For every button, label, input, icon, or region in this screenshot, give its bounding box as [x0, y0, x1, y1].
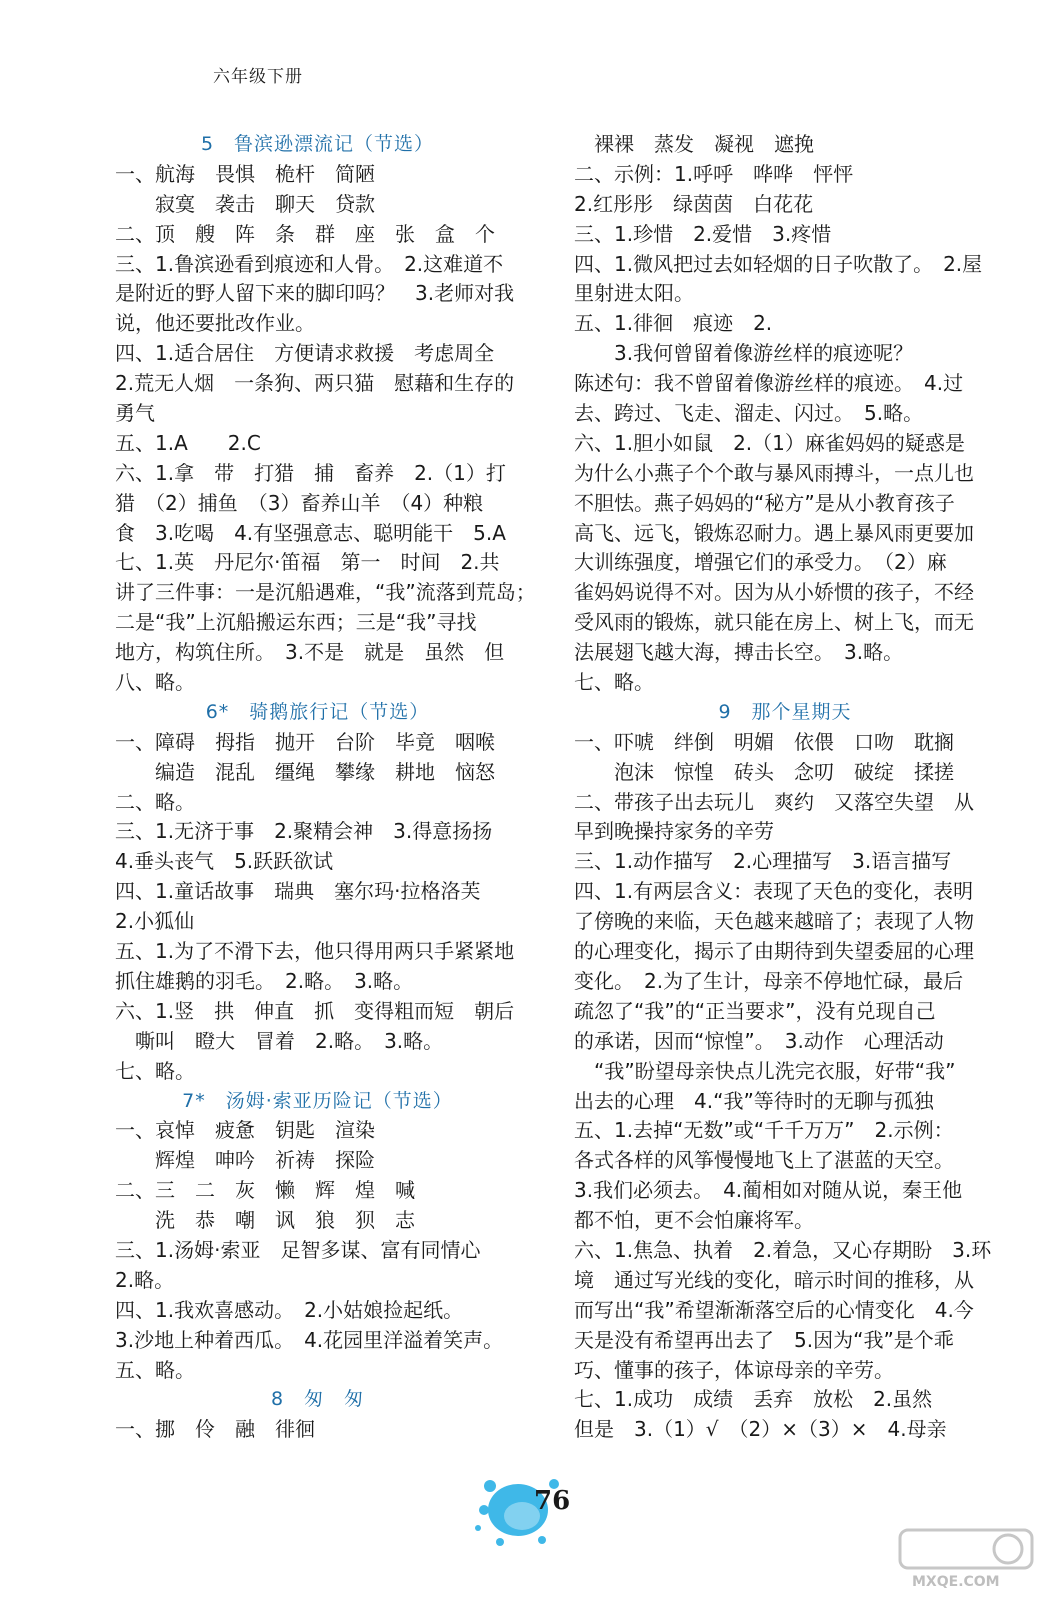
section-title: 8 匆 匆 [270, 1388, 365, 1411]
answer-line: 八、略。 [115, 670, 195, 695]
answer-line: 受风雨的锻炼，就只能在房上、树上飞，而无 [574, 610, 974, 635]
answer-line: 洗 恭 嘲 讽 狼 狈 志 [115, 1208, 415, 1233]
answer-line: 泡沫 惊惶 砖头 念叨 破绽 揉搓 [574, 759, 954, 784]
answer-line: 的承诺，因而“惊惶”。 3.动作 心理活动 [574, 1028, 944, 1053]
answer-line: 大训练强度，增强它们的承受力。 （2）麻 [574, 550, 947, 575]
answer-line: 二、示例：1.呼呼 哗哗 怦怦 [574, 161, 854, 186]
answer-line: 了傍晚的来临，天色越来越暗了；表现了人物 [574, 909, 974, 934]
answer-line: 二、略。 [115, 789, 195, 814]
answer-line: 而写出“我”希望渐渐落空后的心情变化 4.今 [574, 1297, 974, 1322]
answer-line: 六、1.焦急、执着 2.着急，又心存期盼 3.环 [574, 1237, 992, 1262]
answer-line: 陈述句：我不曾留着像游丝样的痕迹。 4.过 [574, 371, 964, 396]
grade-header: 六年级下册 [213, 67, 303, 87]
answer-line: 猎 （2）捕鱼 （3）畜养山羊 （4）种粮 [115, 490, 484, 515]
watermark-logo [896, 1526, 1036, 1592]
left-answer-column [115, 130, 540, 1445]
answer-line: 一、挪 伶 融 徘徊 [115, 1417, 315, 1442]
answer-line: 一、吓唬 绊倒 明媚 依偎 口吻 耽搁 [574, 729, 954, 754]
answer-line: 七、1.成功 成绩 丢弃 放松 2.虽然 [574, 1387, 933, 1412]
section-title: 6* 骑鹅旅行记（节选） [205, 700, 430, 723]
answer-line: 七、1.英 丹尼尔·笛福 第一 时间 2.共 [115, 550, 500, 575]
page-number-badge [470, 1470, 590, 1550]
answer-line: 出去的心理 4.“我”等待时的无聊与孤独 [574, 1088, 934, 1113]
answer-line: 天是没有希望再出去了 5.因为“我”是个乖 [574, 1327, 954, 1352]
answer-line: 六、1.拿 带 打猎 捕 畜养 2.（1）打 [115, 460, 506, 485]
answer-line: 嘶叫 瞪大 冒着 2.略。 3.略。 [115, 1028, 444, 1053]
answer-line: 高飞、远飞，锻炼忍耐力。遇上暴风雨更要加 [574, 520, 974, 545]
answer-line: 辉煌 呻吟 祈祷 探险 [115, 1148, 375, 1173]
answer-line: 地方，构筑住所。 3.不是 就是 虽然 但 [115, 640, 505, 665]
answer-line: 一、哀悼 疲惫 钥匙 渲染 [115, 1118, 375, 1143]
answer-line: 3.我何曾留着像游丝样的痕迹呢？ [574, 341, 914, 366]
answer-line: 说，他还要批改作业。 [115, 311, 315, 336]
answer-line: 巧、懂事的孩子，体谅母亲的辛劳。 [574, 1357, 894, 1382]
answer-line: 四、1.我欢喜感动。 2.小姑娘捡起纸。 [115, 1297, 464, 1322]
answer-line: 裸裸 蒸发 凝视 遮挽 [574, 132, 814, 156]
section-title: 9 那个星期天 [718, 700, 852, 723]
answer-line: 雀妈妈说得不对。因为从小娇惯的孩子，不经 [574, 580, 974, 605]
answer-line: 去、跨过、飞走、溜走、闪过。 5.略。 [574, 401, 924, 426]
answer-line: 的心理变化，揭示了由期待到失望委屈的心理 [574, 939, 974, 964]
answer-line: 抓住雄鹅的羽毛。 2.略。 3.略。 [115, 968, 414, 993]
answer-line: 二、顶 艘 阵 条 群 座 张 盒 个 [115, 221, 495, 246]
answer-line: 早到晚操持家务的辛劳 [574, 819, 774, 844]
answer-line: 2.红彤彤 绿茵茵 白花花 [574, 191, 814, 216]
answer-line: 疏忽了“我”的“正当要求”，没有兑现自己 [574, 998, 936, 1023]
answer-line: 各式各样的风筝慢慢地飞上了湛蓝的天空。 [574, 1148, 954, 1173]
answer-line: 三、1.汤姆·索亚 足智多谋、富有同情心 [115, 1237, 481, 1262]
answer-line: 二是“我”上沉船搬运东西；三是“我”寻找 [115, 610, 477, 635]
page-number: 76 [534, 1486, 571, 1516]
answer-line: 2.略。 [115, 1267, 175, 1292]
answer-line: 变化。 2.为了生计，母亲不停地忙碌，最后 [574, 968, 964, 993]
answer-line: 寂寞 袭击 聊天 贷款 [115, 191, 375, 216]
answer-line: 勇气 [115, 401, 155, 426]
answer-line: 五、略。 [115, 1357, 195, 1382]
answer-line: 四、1.适合居住 方便请求救援 考虑周全 [115, 341, 495, 366]
splash-icon [470, 1470, 590, 1550]
answer-line: “我”盼望母亲快点儿洗完衣服，好带“我” [574, 1058, 956, 1083]
answer-line: 一、障碍 拇指 抛开 台阶 毕竟 咽喉 [115, 729, 495, 754]
answer-line: 三、1.鲁滨逊看到痕迹和人骨。 2.这难道不 [115, 251, 504, 276]
answer-line: 三、1.珍惜 2.爱惜 3.疼惜 [574, 221, 832, 246]
answer-line: 3.我们必须去。 4.蔺相如对随从说，秦王他 [574, 1178, 963, 1203]
answer-line: 不胆怯。燕子妈妈的“秘方”是从小教育孩子 [574, 490, 955, 515]
answer-line: 都不怕，更不会怕廉将军。 [574, 1208, 814, 1233]
answer-line: 法展翅飞越大海，搏击长空。 3.略。 [574, 640, 904, 665]
answer-line: 但是 3.（1）√ （2）×（3）× 4.母亲 [574, 1417, 947, 1442]
answer-line: 二、三 二 灰 懒 辉 煌 喊 [115, 1178, 415, 1203]
section-title: 7* 汤姆·索亚历险记（节选） [182, 1089, 453, 1112]
answer-line: 四、1.童话故事 瑞典 塞尔玛·拉格洛芙 [115, 879, 481, 904]
answer-line: 五、1.去掉“无数”或“千千万万” 2.示例： [574, 1118, 954, 1143]
right-answer-column [574, 130, 996, 1445]
answer-line: 编造 混乱 缰绳 攀缘 耕地 恼怒 [115, 759, 495, 784]
answer-line: 食 3.吃喝 4.有坚强意志、聪明能干 5.A [115, 520, 506, 545]
answer-line: 五、1.徘徊 痕迹 2. [574, 311, 773, 336]
answer-line: 二、带孩子出去玩儿 爽约 又落空失望 从 [574, 789, 974, 814]
answer-line: 七、略。 [115, 1058, 195, 1083]
watermark-text: MXQE.COM [912, 1574, 1000, 1590]
answer-line: 三、1.无济于事 2.聚精会神 3.得意扬扬 [115, 819, 493, 844]
answer-line: 3.沙地上种着西瓜。 4.花园里洋溢着笑声。 [115, 1327, 504, 1352]
answer-line: 四、1.微风把过去如轻烟的日子吹散了。 2.屋 [574, 251, 983, 276]
answer-line: 2.小狐仙 [115, 909, 195, 934]
answer-line: 讲了三件事：一是沉船遇难，“我”流落到荒岛； [115, 580, 536, 605]
section-title: 5 鲁滨逊漂流记（节选） [200, 133, 435, 155]
answer-line: 4.垂头丧气 5.跃跃欲试 [115, 849, 334, 874]
answer-line: 是附近的野人留下来的脚印吗？ 3.老师对我 [115, 281, 515, 306]
answer-line: 2.荒无人烟 一条狗、两只猫 慰藉和生存的 [115, 371, 515, 396]
answer-line: 境 通过写光线的变化，暗示时间的推移，从 [574, 1267, 974, 1292]
answer-line: 三、1.动作描写 2.心理描写 3.语言描写 [574, 849, 952, 874]
answer-line: 五、1.A 2.C [115, 430, 261, 455]
answer-line: 六、1.竖 拱 伸直 抓 变得粗而短 朝后 [115, 998, 515, 1023]
answer-line: 六、1.胆小如鼠 2.（1）麻雀妈妈的疑惑是 [574, 430, 965, 455]
answer-line: 一、航海 畏惧 桅杆 简陋 [115, 161, 375, 186]
answer-line: 七、略。 [574, 670, 654, 695]
answer-line: 为什么小燕子个个敢与暴风雨搏斗，一点儿也 [574, 460, 974, 485]
answer-line: 四、1.有两层含义：表现了天色的变化，表明 [574, 879, 974, 904]
answer-line: 里射进太阳。 [574, 281, 694, 306]
answer-line: 五、1.为了不滑下去，他只得用两只手紧紧地 [115, 939, 515, 964]
